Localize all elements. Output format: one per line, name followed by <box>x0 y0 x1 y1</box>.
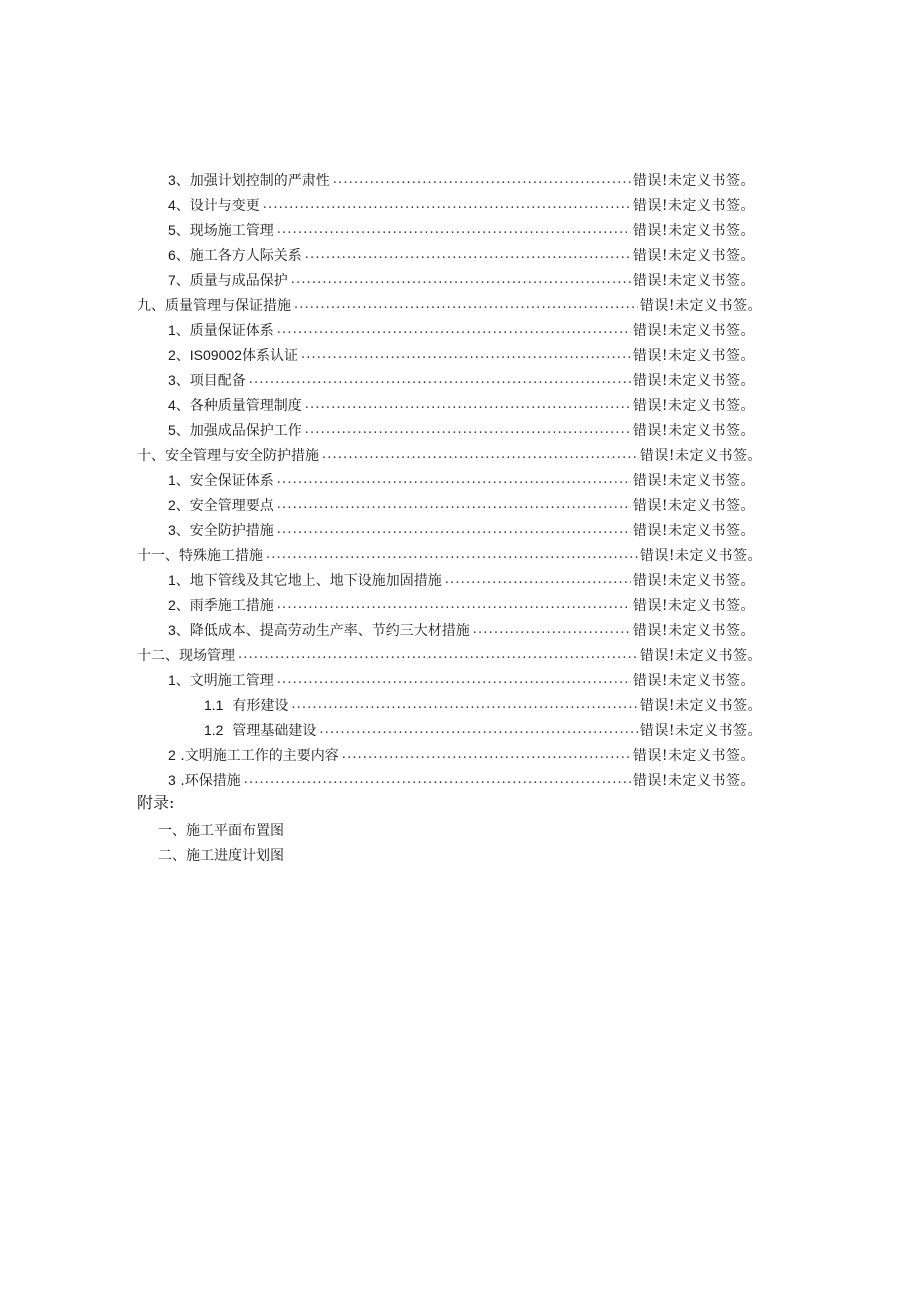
toc-entry-page: 错误!未定义书签。 <box>632 523 755 539</box>
toc-chapter[interactable] <box>137 295 762 315</box>
toc-entry-number: 3 <box>168 172 176 188</box>
toc-entry-number: 5 <box>168 222 176 238</box>
toc-entry[interactable]: 2 .文明施工工作的主要内容 . . . 错误!未定义书签。 <box>168 745 755 765</box>
toc-leader-dots <box>319 723 637 737</box>
toc-leader-dots <box>277 223 631 237</box>
toc-entry-page: 错误!未定义书签。 <box>632 748 755 764</box>
appendix-heading: 附录: <box>137 793 175 812</box>
toc-leader-dots <box>305 398 631 412</box>
toc-entry-title: 各种质量管理制度 <box>189 398 302 414</box>
toc-entry-number: 4 <box>168 397 176 413</box>
toc-entry-title: 施工各方人际关系 <box>189 248 302 264</box>
toc-entry-number: 3 <box>168 622 176 638</box>
appendix-item[interactable]: 一、施工平面布置图 <box>158 823 284 839</box>
toc-entry-page: 错误!未定义书签。 <box>632 773 755 789</box>
toc-entry[interactable]: 3 .环保措施 . . . 错误!未定义书签。 <box>168 770 755 790</box>
toc-entry-number: 2 <box>168 497 176 513</box>
toc-entry[interactable]: 5、现场施工管理 . . . 错误!未定义书签。 <box>168 220 755 240</box>
toc-entry-number: 2 <box>168 747 176 763</box>
toc-entry[interactable]: 2、安全管理要点 . . . 错误!未定义书签。 <box>168 495 755 515</box>
toc-leader-dots <box>473 623 631 637</box>
toc-entry-page: 错误!未定义书签。 <box>632 498 755 514</box>
toc-entry-number: 3 <box>168 372 176 388</box>
toc-chapter-title: 十、安全管理与安全防护措施 <box>137 448 319 464</box>
toc-leader-dots <box>277 523 631 537</box>
toc-leader-dots <box>277 473 631 487</box>
toc-entry[interactable]: 2、雨季施工措施 . . . 错误!未定义书签。 <box>168 595 755 615</box>
toc-leader-dots <box>238 648 638 662</box>
toc-entry-number: 4 <box>168 197 176 213</box>
toc-leader-dots <box>263 198 631 212</box>
toc-leader-dots <box>277 498 631 512</box>
toc-subentry[interactable] <box>204 695 762 715</box>
toc-entry-title: 地下管线及其它地上、地下设施加固措施 <box>189 573 442 589</box>
toc-entry-page: 错误!未定义书签。 <box>639 298 762 314</box>
toc-entry-title: 质量与成品保护 <box>189 273 288 289</box>
toc-entry-page: 错误!未定义书签。 <box>632 573 755 589</box>
toc-entry-page: 错误!未定义书签。 <box>632 223 755 239</box>
toc-entry-number: 6 <box>168 247 176 263</box>
toc-leader-dots <box>244 773 631 787</box>
toc-chapter-title: 九、质量管理与保证措施 <box>137 298 291 314</box>
toc-entry-title: 加强成品保护工作 <box>189 423 302 439</box>
toc-entry[interactable]: 1、安全保证体系 . . . 错误!未定义书签。 <box>168 470 755 490</box>
toc-entry-title: 安全管理要点 <box>189 498 274 514</box>
toc-entry-title: 设计与变更 <box>189 198 260 214</box>
toc-entry-title: 质量保证体系 <box>189 323 274 339</box>
toc-entry-page: 错误!未定义书签。 <box>632 198 755 214</box>
toc-entry-title: 环保措施 <box>184 773 241 789</box>
toc-entry-title: 项目配备 <box>189 373 246 389</box>
toc-entry-page: 错误!未定义书签。 <box>632 273 755 289</box>
toc-entry[interactable]: 1、质量保证体系 . . . 错误!未定义书签。 <box>168 320 755 340</box>
toc-entry-title: 安全保证体系 <box>189 473 274 489</box>
toc-leader-dots <box>294 298 638 312</box>
toc-entry-number: 1 <box>168 572 176 588</box>
toc-chapter[interactable] <box>137 545 762 565</box>
toc-entry[interactable]: 1、地下管线及其它地上、地下设施加固措施 . . . 错误!未定义书签。 <box>168 570 755 590</box>
toc-leader-dots <box>277 323 631 337</box>
toc-leader-dots <box>266 548 638 562</box>
toc-entry[interactable]: 5、加强成品保护工作 . . . 错误!未定义书签。 <box>168 420 755 440</box>
toc-entry-title: 加强计划控制的严肃性 <box>189 173 330 189</box>
toc-leader-dots <box>342 748 631 762</box>
toc-subentry[interactable] <box>204 720 762 740</box>
toc-entry-page: 错误!未定义书签。 <box>639 648 762 664</box>
toc-leader-dots <box>277 598 631 612</box>
toc-entry-page: 错误!未定义书签。 <box>639 448 762 464</box>
toc-entry[interactable]: 3、安全防护措施 . . . 错误!未定义书签。 <box>168 520 755 540</box>
toc-entry-number: 1 <box>168 472 176 488</box>
toc-entry-page: 错误!未定义书签。 <box>632 473 755 489</box>
toc-entry[interactable]: 3、项目配备 . . . 错误!未定义书签。 <box>168 370 755 390</box>
toc-entry-title: 文明施工管理 <box>189 673 274 689</box>
toc-leader-dots <box>333 173 631 187</box>
toc-entry-page: 错误!未定义书签。 <box>632 323 755 339</box>
toc-entry-page: 错误!未定义书签。 <box>632 373 755 389</box>
toc-entry-number: 3 <box>168 772 176 788</box>
toc-entry[interactable]: 4、设计与变更 . . . 错误!未定义书签。 <box>168 195 755 215</box>
toc-entry[interactable]: 6、施工各方人际关系 . . . 错误!未定义书签。 <box>168 245 755 265</box>
toc-chapter[interactable] <box>137 645 762 665</box>
toc-leader-dots <box>445 573 631 587</box>
toc-entry-number: 1 <box>168 672 176 688</box>
toc-entry-number: 1.1 <box>204 697 224 713</box>
toc-entry-title: 文明施工工作的主要内容 <box>184 748 339 764</box>
toc-entry-title: 管理基础建设 <box>232 723 317 739</box>
toc-chapter-title: 十二、现场管理 <box>137 648 235 664</box>
toc-entry-page: 错误!未定义书签。 <box>632 598 755 614</box>
toc-entry-title: 安全防护措施 <box>189 523 274 539</box>
toc-entry[interactable]: 4、各种质量管理制度 . . . 错误!未定义书签。 <box>168 395 755 415</box>
toc-chapter-title: 十一、特殊施工措施 <box>137 548 263 564</box>
toc-entry-page: 错误!未定义书签。 <box>632 623 755 639</box>
toc-entry[interactable]: 3、加强计划控制的严肃性 . . . 错误!未定义书签。 <box>168 170 755 190</box>
toc-chapter[interactable] <box>137 445 762 465</box>
toc-entry-page: 错误!未定义书签。 <box>639 548 762 564</box>
toc-entry-number: 5 <box>168 422 176 438</box>
toc-entry-number: 7 <box>168 272 176 288</box>
toc-entry[interactable]: 2、IS09002体系认证 . . . 错误!未定义书签。 <box>168 345 755 365</box>
toc-entry[interactable]: 3、降低成本、提高劳动生产率、节约三大材措施 . . . 错误!未定义书签。 <box>168 620 755 640</box>
toc-entry-page: 错误!未定义书签。 <box>632 173 755 189</box>
toc-entry-number: 1.2 <box>204 722 224 738</box>
toc-entry-title: 现场施工管理 <box>189 223 274 239</box>
toc-entry-number: 3 <box>168 522 176 538</box>
toc-leader-dots <box>305 423 631 437</box>
toc-entry-title: IS09002体系认证 <box>189 347 298 363</box>
toc-entry-page: 错误!未定义书签。 <box>632 348 755 364</box>
toc-entry[interactable]: 1、文明施工管理 . . . 错误!未定义书签。 <box>168 670 755 690</box>
toc-entry-title: 雨季施工措施 <box>189 598 274 614</box>
toc-entry-number: 2 <box>168 347 176 363</box>
toc-entry-page: 错误!未定义书签。 <box>632 248 755 264</box>
toc-leader-dots <box>249 373 631 387</box>
toc-entry-title: 有形建设 <box>232 698 289 714</box>
toc-entry-page: 错误!未定义书签。 <box>639 698 762 714</box>
toc-entry-page: 错误!未定义书签。 <box>632 398 755 414</box>
toc-leader-dots <box>322 448 638 462</box>
toc-entry[interactable]: 7、质量与成品保护 . . . 错误!未定义书签。 <box>168 270 755 290</box>
toc-leader-dots <box>277 673 631 687</box>
toc-entry-number: 1 <box>168 322 176 338</box>
toc-leader-dots <box>291 273 631 287</box>
appendix-item[interactable]: 二、施工进度计划图 <box>158 848 284 864</box>
toc-leader-dots <box>301 348 631 362</box>
toc-entry-page: 错误!未定义书签。 <box>639 723 762 739</box>
toc-entry-page: 错误!未定义书签。 <box>632 423 755 439</box>
toc-entry-title: 降低成本、提高劳动生产率、节约三大材措施 <box>189 623 470 639</box>
toc-entry-number: 2 <box>168 597 176 613</box>
toc-entry-page: 错误!未定义书签。 <box>632 673 755 689</box>
toc-leader-dots <box>305 248 631 262</box>
toc-leader-dots <box>291 698 637 712</box>
